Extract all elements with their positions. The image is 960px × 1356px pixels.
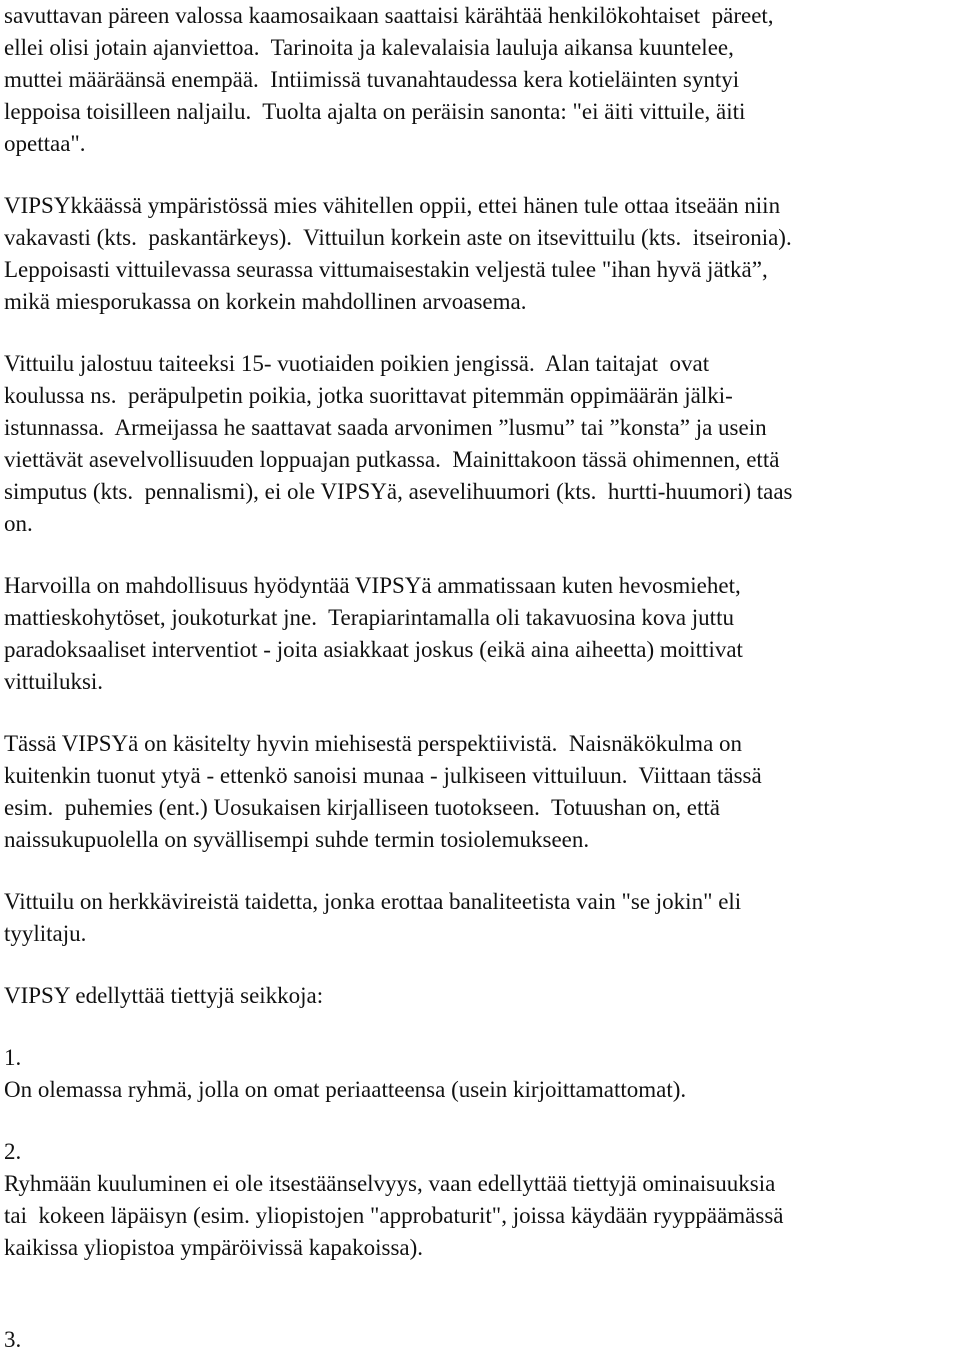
paragraph-requirements-intro [4,980,956,1012]
text-line: vakavasti (kts. paskantärkeys). Vittuilun korkein aste on itsevittuilu (kts. itseironia). [4,225,792,250]
text-line: kuitenkin tuonut ytyä - ettenkö sanoisi munaa - julkiseen vittuiluun. Viittaan tässä [4,763,762,788]
text-line: Vittuilu on herkkävireistä taidetta, jonka erottaa banaliteetista vain "se jokin" eli [4,889,742,914]
paragraph-vipsy-environment [4,190,956,318]
text-line: tyylitaju. [4,921,87,946]
paragraph-gap [4,1012,956,1042]
paragraph-gap [4,950,956,980]
paragraph-gap [4,540,956,570]
paragraph-gap [4,698,956,728]
paragraph-intro [4,0,956,160]
paragraph-perspective [4,728,956,856]
text-line: koulussa ns. peräpulpetin poikia, jotka suorittavat pitemmän oppimäärän jälki- [4,383,733,408]
paragraph-profession [4,570,956,698]
list-item [4,1042,956,1106]
list-item-text: Ryhmään kuuluminen ei ole itsestäänselvyys, vaan edellyttää tiettyjä ominaisuuksia [4,1171,776,1196]
paragraph-style [4,886,956,950]
list-item-text: On olemassa ryhmä, jolla on omat periaatteensa (usein kirjoittamattomat). [4,1077,687,1102]
paragraph-gap [4,856,956,886]
text-line: leppoisa toisilleen naljailu. Tuolta ajalta on peräisin sanonta: "ei äiti vittuile, äiti [4,99,746,124]
text-line: ellei olisi jotain ajanviettoa. Tarinoita ja kalevalaisia lauluja aikansa kuuntelee, [4,35,734,60]
paragraph-gap [4,318,956,348]
text-line: VIPSY edellyttää tiettyjä seikkoja: [4,983,324,1008]
text-line: VIPSYkkäässä ympäristössä mies vähitellen oppii, ettei hänen tule ottaa itseään niin [4,193,781,218]
list-item-number: 2. [4,1139,22,1164]
list-item-text: tai kokeen läpäisyn (esim. yliopistojen "approbaturit", joissa käydään ryyppäämässä [4,1203,784,1228]
text-line: mikä miesporukassa on korkein mahdollinen arvoasema. [4,289,527,314]
text-line: Vittuilu jalostuu taiteeksi 15- vuotiaiden poikien jengissä. Alan taitajat ovat [4,351,710,376]
text-line: viettävät asevelvollisuuden loppuajan putkassa. Mainittakoon tässä ohimennen, että [4,447,780,472]
text-line: vittuiluksi. [4,669,104,694]
list-item [4,1136,956,1264]
text-line: mattieskohytöset, joukoturkat jne. Terapiarintamalla oli takavuosina kova juttu [4,605,734,630]
list-item [4,1324,956,1356]
text-line: naissukupuolella on syvällisempi suhde termin tosiolemukseen. [4,827,590,852]
list-item-number: 3. [4,1327,22,1352]
text-line: savuttavan päreen valossa kaamosaikaan saattaisi kärähtää henkilökohtaiset päreet, [4,3,774,28]
text-line: paradoksaaliset interventiot - joita asiakkaat joskus (eikä aina aiheetta) moittivat [4,637,743,662]
text-line: istunnassa. Armeijassa he saattavat saada arvonimen ”lusmu” tai ”konsta” ja usein [4,415,767,440]
paragraph-gap [4,160,956,190]
list-item-text: kaikissa yliopistoa ympäröivissä kapakoissa). [4,1235,424,1260]
text-line: Tässä VIPSYä on käsitelty hyvin miehisestä perspektiivistä. Naisnäkökulma on [4,731,743,756]
paragraph-art-of-teasing [4,348,956,540]
text-line: opettaa". [4,131,86,156]
paragraph-gap [4,1106,956,1136]
text-line: on. [4,511,33,536]
list-item-number: 1. [4,1045,22,1070]
text-line: Leppoisasti vittuilevassa seurassa vittumaisestakin veljestä tulee "ihan hyvä jätkä”, [4,257,768,282]
text-line: muttei määräänsä enempää. Intiimissä tuvanahtaudessa kera kotieläinten syntyi [4,67,740,92]
text-line: simputus (kts. pennalismi), ei ole VIPSYä, asevelihuumori (kts. hurtti-huumori) taas [4,479,793,504]
text-line: Harvoilla on mahdollisuus hyödyntää VIPSYä ammatissaan kuten hevosmiehet, [4,573,741,598]
paragraph-gap [4,1264,956,1324]
document-page [4,0,956,1356]
text-line: esim. puhemies (ent.) Uosukaisen kirjalliseen tuotokseen. Totuushan on, että [4,795,720,820]
